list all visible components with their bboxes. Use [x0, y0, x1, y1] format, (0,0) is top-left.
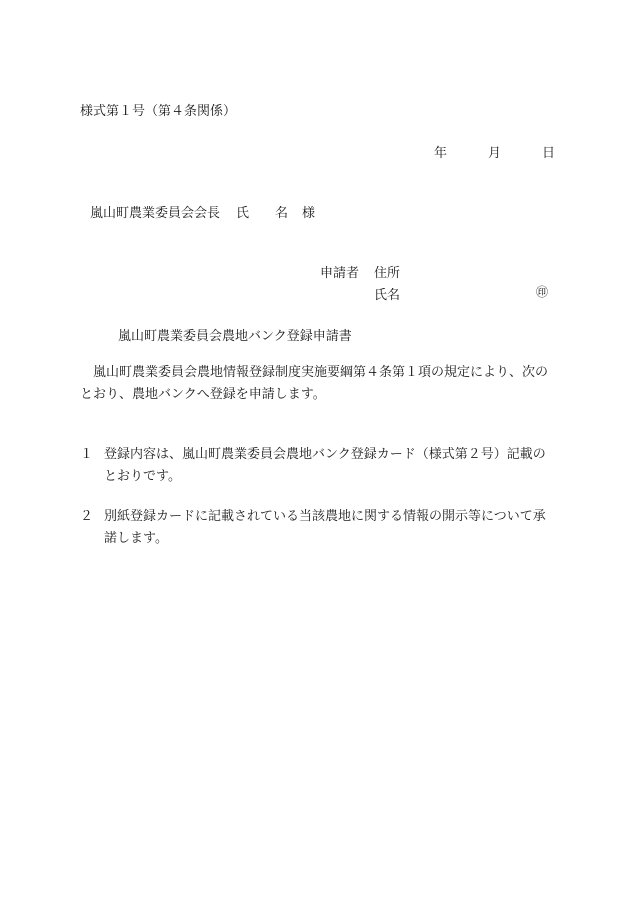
list-item — [80, 506, 554, 550]
addressee — [90, 202, 315, 221]
form-number: 様式第１号（第４条関係） — [80, 104, 237, 119]
list-item-text: 登録内容は、嵐山町農業委員会農地バンク登録カード（様式第２号）記載のとおりです。 — [104, 447, 546, 484]
addressee-mei: 名 — [275, 206, 289, 221]
address-label: 住所 — [374, 266, 401, 281]
date-month-label: 月 — [488, 146, 502, 161]
applicant-label: 申請者 — [320, 266, 360, 281]
list-item-number: １ — [80, 447, 94, 462]
list-item-number: ２ — [80, 509, 94, 524]
name-label: 氏名 — [374, 288, 401, 303]
addressee-shi: 氏 — [236, 206, 250, 221]
list-item — [80, 444, 554, 488]
document-body: 嵐山町農業委員会農地情報登録制度実施要綱第４条第１項の規定により、次のとおり、農地バンクへ登録を申請します。 — [80, 365, 549, 402]
date-day-label: 日 — [542, 146, 556, 161]
seal-mark: ㊞ — [536, 285, 549, 299]
date-year-label: 年 — [434, 146, 448, 161]
date-row — [434, 142, 556, 161]
addressee-sama: 様 — [302, 206, 316, 221]
addressee-title: 嵐山町農業委員会会長 — [90, 206, 221, 221]
document-title: 嵐山町農業委員会農地バンク登録申請書 — [118, 329, 352, 344]
list-item-text: 別紙登録カードに記載されている当該農地に関する情報の開示等について承諾します。 — [104, 509, 546, 546]
